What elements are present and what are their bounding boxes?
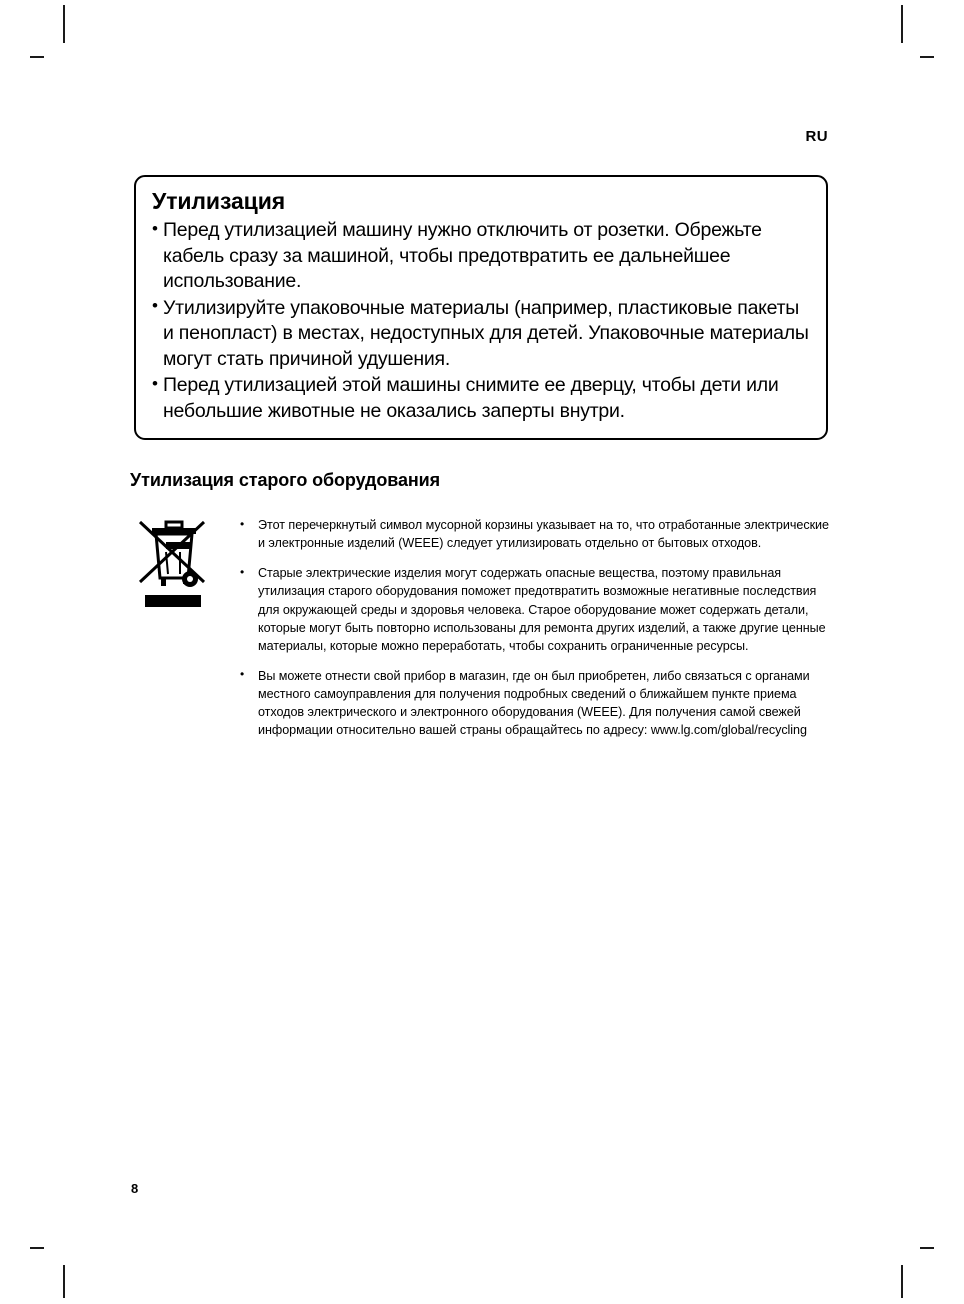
weee-list-item: • Вы можете отнести свой прибор в магазин, где он был приобретен, либо связаться с органами местного самоуправления для получения подробных сведений о ближайшем пункте приема отходов электрического и электронного оборудования (WEEE). Для получения самой свежей информации относительно вашей страны обращайтесь по адресу: www.lg.com/global/recycling xyxy=(238,667,836,740)
warning-list-item: • Перед утилизацией машину нужно отключить от розетки. Обрежьте кабель сразу за машиной, чтобы предотвратить ее дальнейшее использование. xyxy=(152,218,810,295)
section-heading-old-equipment-disposal: Утилизация старого оборудования xyxy=(130,470,441,490)
crop-mark-top-left-horizontal xyxy=(30,56,44,58)
weee-info-list xyxy=(136,516,836,739)
warning-list-item: • Перед утилизацией этой машины снимите ее дверцу, чтобы дети или небольшие животные не оказались заперты внутри. xyxy=(152,373,810,424)
crop-mark-top-left-vertical xyxy=(63,5,65,43)
warning-list-item: • Утилизируйте упаковочные материалы (например, пластиковые пакеты и пенопласт) в местах, недоступных для детей. Упаковочные материалы могут стать причиной удушения. xyxy=(152,296,810,373)
page-number: 8 xyxy=(131,1181,139,1196)
disposal-warning-box xyxy=(134,175,828,440)
language-code: RU xyxy=(805,128,828,145)
crop-mark-bottom-left-vertical xyxy=(63,1265,65,1298)
weee-list-item: • Этот перечеркнутый символ мусорной корзины указывает на то, что отработанные электрические и электронные изделий (WEEE) следует утилизировать отдельно от бытовых отходов. xyxy=(238,516,836,552)
crop-mark-bottom-right-horizontal xyxy=(920,1247,934,1249)
crop-mark-bottom-left-horizontal xyxy=(30,1247,44,1249)
crossed-out-wheeled-bin-icon xyxy=(136,579,208,596)
weee-icon-column xyxy=(136,516,208,597)
crop-mark-top-right-horizontal xyxy=(920,56,934,58)
crop-mark-top-right-vertical xyxy=(901,5,903,43)
weee-disposal-block xyxy=(136,516,836,739)
warning-box-title: Утилизация xyxy=(152,188,286,214)
weee-solid-bar xyxy=(145,595,201,607)
warning-box-list xyxy=(152,218,810,424)
crop-mark-bottom-right-vertical xyxy=(901,1265,903,1298)
weee-list-item: • Старые электрические изделия могут содержать опасные вещества, поэтому правильная утилизация старого оборудования поможет предотвратить возможные негативные последствия для окружающей среды и здоровья человека. Старое оборудование может содержать детали, которые могут быть повторно использованы для ремонта других изделий, а также другие ценные материалы, которые можно переработать, чтобы сохранить ограниченные ресурсы. xyxy=(238,564,836,655)
